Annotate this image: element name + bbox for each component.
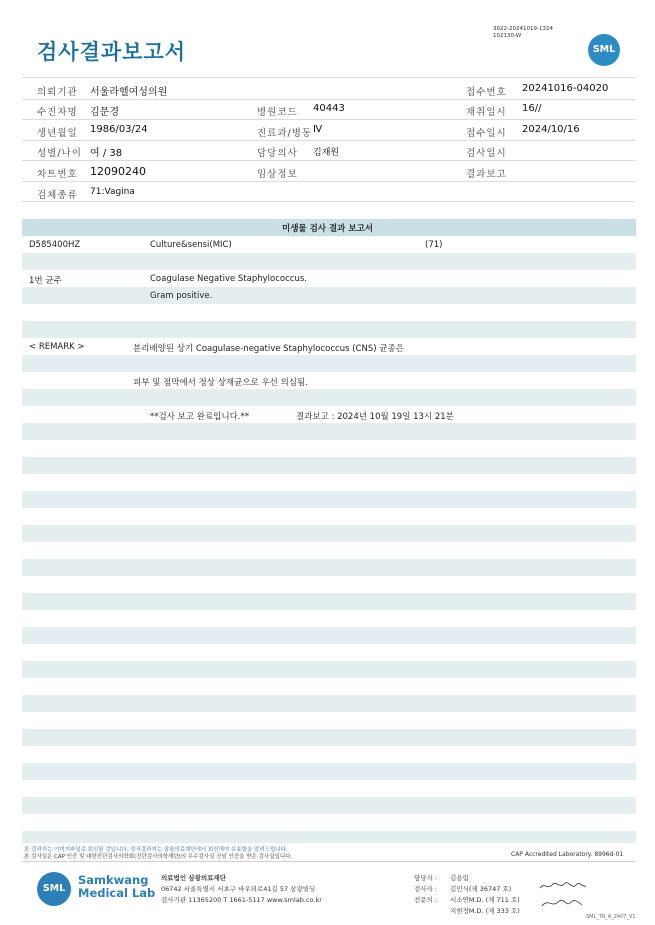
sex-age-label: 성별/나이: [37, 148, 82, 159]
test-name: Culture&sensi(MIC): [150, 240, 232, 250]
divider: [22, 99, 636, 100]
dept-value: Ⅳ: [313, 124, 323, 135]
report-time: 결과보고 : 2024년 10월 19일 13시 21분: [296, 412, 454, 422]
manager-value: 김용림: [450, 874, 469, 882]
doctor-label: 담당의사: [257, 148, 298, 159]
receipt-date-value: 2024/10/16: [522, 124, 580, 135]
test-code: D585400HZ: [29, 240, 81, 250]
stripe: [22, 355, 636, 372]
receipt-date-label: 접수일시: [466, 128, 507, 139]
chart-no-value: 12090240: [90, 165, 146, 178]
clinical-info-label: 임상정보: [257, 169, 298, 180]
specialist-value-1: 서소연M.D. (제 711 호): [450, 896, 520, 904]
image-note: 본 결과지는 이미지파일로 회신된 것입니다. 정식결과지는 삼광의료재단에서 회신해야 유효함을 알려드립니다.: [24, 847, 288, 853]
dob-label: 생년월일: [37, 128, 78, 139]
remark-line-2: 피부 및 점막에서 정상 상재균으로 우선 의심됨.: [133, 378, 308, 388]
collect-value: 16//: [522, 103, 542, 114]
logo-name: [78, 874, 155, 900]
stripe: [22, 525, 636, 542]
stripe: [22, 457, 636, 474]
organism-label: 1번 균주: [29, 276, 62, 286]
page-title: 검사결과보고서: [37, 40, 187, 64]
sml-logo: SML: [588, 34, 620, 66]
stripe: [22, 763, 636, 780]
stripe: [22, 559, 636, 576]
ward-code-label: 병원코드: [257, 107, 298, 118]
institution-value: 서울라헬여성의원: [90, 87, 168, 98]
divider: [22, 77, 636, 78]
divider: [22, 861, 636, 862]
dob-value: 1986/03/24: [90, 124, 148, 135]
report-heading: 미생물 검사 결과 보고서: [282, 224, 373, 234]
stripe: [22, 797, 636, 814]
chart-no-label: 차트번호: [37, 169, 78, 180]
divider: [22, 181, 636, 182]
footer-sml-logo: SML: [37, 872, 71, 906]
specialist-label: 전문의 :: [414, 896, 438, 904]
form-code: SML_TR_A_2407_V1: [586, 914, 636, 920]
examiner-label: 검사자 :: [414, 885, 438, 893]
accreditation-note: 본 검사실은 CAP 인증 및 대한진단검사의학회(진단검사의학재단)의 우수검사실 신임 인증을 받은 검사실입니다.: [24, 854, 293, 860]
test-suffix: (71): [425, 240, 443, 250]
doc-code-line2: 102130-W: [493, 33, 522, 39]
examiner-value: 김민식(제 36747 호): [450, 885, 512, 893]
patient-value: 김문경: [90, 107, 119, 118]
gram-stain: Gram positive.: [150, 291, 213, 301]
stripe: [22, 491, 636, 508]
report-label: 결과보고: [466, 169, 507, 180]
stripe: [22, 831, 636, 843]
stripe: [22, 423, 636, 440]
dept-label: 진료과/병동: [257, 128, 313, 139]
doc-code-line1: 3022-20241019-1324: [493, 26, 553, 32]
org-contact: 검사기관 11365200 T 1661-5117 www.smlab.co.kr: [161, 896, 322, 904]
cap-text: CAP Accredited Laboratory. 8996d-01: [511, 851, 624, 858]
divider: [22, 160, 636, 161]
signature-1: [538, 880, 588, 892]
logo-name-line2: Medical Lab: [78, 886, 156, 900]
divider: [22, 119, 636, 120]
report-complete: **검사 보고 완료입니다.**: [150, 412, 250, 422]
divider: [22, 201, 636, 202]
sex-age-value: 여 / 38: [90, 148, 123, 159]
remark-label: < REMARK >: [29, 342, 85, 352]
stripe: [22, 287, 636, 304]
manager-label: 담당자 :: [414, 874, 438, 882]
stripe: [22, 695, 636, 712]
institution-label: 의뢰기관: [37, 87, 78, 98]
ward-code-value: 40443: [313, 103, 345, 114]
patient-label: 수진자명: [37, 107, 78, 118]
specimen-label: 검체종류: [37, 190, 78, 201]
remark-line-1: 분리배양된 상기 Coagulase-negative Staphylococcus (CNS) 균종은: [133, 344, 404, 354]
collect-label: 채취일시: [466, 107, 507, 118]
test-date-label: 검사일시: [466, 148, 507, 159]
stripe: [22, 321, 636, 338]
stripe: [22, 253, 636, 270]
signature-2: [540, 896, 584, 910]
org-address: 06742 서울특별시 서초구 바우뫼로41길 57 삼광빌딩: [161, 885, 316, 893]
stripe: [22, 729, 636, 746]
org-name: 의료법인 삼광의료재단: [161, 874, 227, 882]
divider: [22, 140, 636, 141]
doctor-value: 김재원: [313, 148, 340, 158]
stripe: [22, 627, 636, 644]
stripe: [22, 593, 636, 610]
receipt-no-value: 20241016-04020: [522, 83, 609, 94]
receipt-no-label: 접수번호: [466, 87, 507, 98]
stripe: [22, 389, 636, 406]
organism-name: Coagulase Negative Staphylococcus.: [150, 274, 307, 284]
logo-name-line1: Samkwang: [78, 873, 149, 887]
specialist-value-2: 지현정M.D. (제 333 호): [450, 907, 520, 915]
specimen-value: 71:Vagina: [90, 187, 135, 197]
document-code: [493, 26, 553, 40]
stripe: [22, 661, 636, 678]
